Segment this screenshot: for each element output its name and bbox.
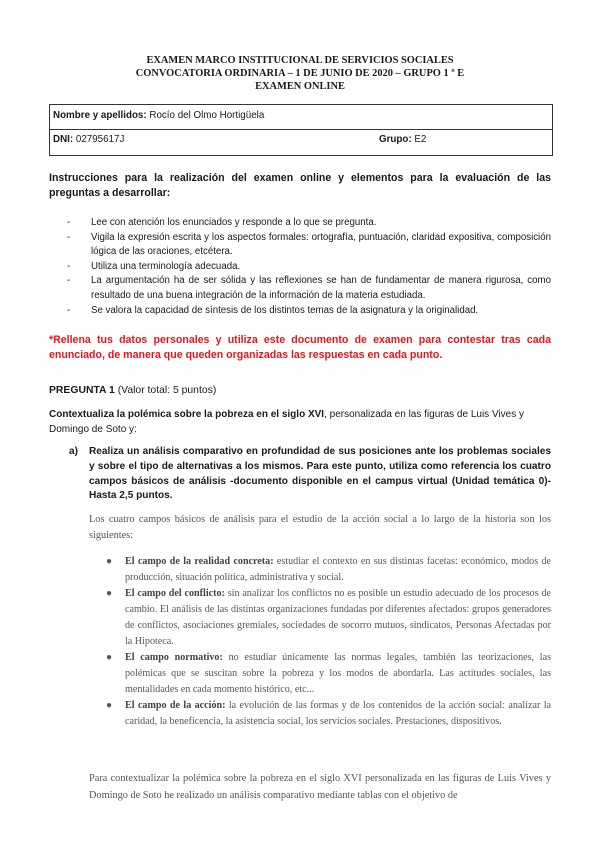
student-name (53, 110, 264, 121)
instruction-text: Vigila la expresión escrita y los aspectos formales: ortografía, puntuación, claridad expositiva, composición lógica de las oraciones, etcétera. (91, 231, 551, 258)
field-text: no estudiar únicamente las normas legales, también las teorizaciones, las polémicas que se suscitan sobre la pobreza y los modos de abordarla. Las actitudes sociales, las mentalidades en cada momento histórico, etc... (125, 652, 551, 695)
student-info-box (49, 104, 553, 156)
context-bold: Contextualiza la polémica sobre la pobreza en el siglo XVI (49, 409, 325, 420)
student-dni (53, 134, 124, 145)
bullet-icon: ● (106, 652, 113, 663)
header-convocatoria: CONVOCATORIA ORDINARIA – 1 DE JUNIO DE 2020 – GRUPO 1 º E (135, 68, 465, 79)
dash-bullet: - (67, 304, 71, 316)
analysis-field-item (106, 698, 551, 730)
instruction-item (67, 216, 551, 231)
question-1-context (49, 407, 551, 437)
field-name: El campo de la realidad concreta: (125, 556, 274, 567)
personal-data-notice: *Rellena tus datos personales y utiliza este documento de examen para contestar tras cada enunciado, de manera que queden organizadas las respuestas en cada punto. (49, 334, 551, 361)
instruction-text: Se valora la capacidad de síntesis de los distintos temas de la asignatura y la originalidad. (91, 304, 479, 316)
instruction-item (67, 304, 551, 319)
question-1-heading (49, 385, 216, 396)
field-name: El campo normativo: (125, 652, 223, 663)
dash-bullet: - (67, 260, 71, 272)
bullet-icon: ● (106, 700, 113, 711)
student-group-label: Grupo: (379, 134, 412, 145)
instruction-item (67, 260, 551, 275)
dash-bullet: - (67, 231, 71, 243)
dash-bullet: - (67, 217, 71, 228)
analysis-field-item (106, 650, 551, 698)
header-title: EXAMEN MARCO INSTITUCIONAL DE SERVICIOS SOCIALES (146, 55, 454, 66)
instructions-list (67, 216, 551, 318)
student-group-value: E2 (414, 134, 427, 145)
student-info-divider (50, 129, 552, 130)
exam-header (0, 54, 600, 93)
analysis-field-item (106, 554, 551, 586)
field-text: sin analizar los conflictos no es posible un estudio adecuado de los procesos de cambio. El análisis de las distintas organizaciones fundadas por diferentes afectados: grupos generadores de conflictos, asociaciones gremiales, sociedades de socorro mutuos, sindicatos, Personas Afectadas por la Hipoteca. (125, 588, 551, 647)
bullet-icon: ● (106, 588, 113, 599)
field-text: estudiar el contexto en sus distintas facetas: económico, modos de producción, situación política, administrativa y social. (125, 556, 551, 583)
answer-closing-paragraph: Para contextualizar la polémica sobre la pobreza en el siglo XVI personalizada en las figuras de Luis Vives y Domingo de Soto he realizado un análisis comparativo mediante tablas con el objetivo de (89, 773, 551, 801)
question-1-title: PREGUNTA 1 (49, 385, 115, 396)
student-dni-label: DNI: (53, 134, 74, 145)
field-text: la evolución de las formas y de los contenidos de la acción social: analizar la caridad, la beneficencia, la asistencia social, los servicios sociales. Prestaciones, dispositivos. (125, 700, 551, 727)
student-name-value: Rocío del Olmo Hortigüela (149, 110, 265, 121)
question-1-points: (Valor total: 5 puntos) (117, 385, 217, 396)
instruction-item (67, 274, 551, 303)
answer-intro: Los cuatro campos básicos de análisis para el estudio de la acción social a lo largo de la historia son los siguientes: (89, 514, 551, 541)
item-a-label: a) (69, 446, 78, 457)
dash-bullet: - (67, 275, 71, 287)
instruction-item (67, 231, 551, 260)
instruction-text: Lee con atención los enunciados y responde a lo que se pregunta. (91, 217, 377, 228)
context-rest: , personalizada en las figuras de Luis Vives y Domingo de Soto y: (49, 409, 525, 435)
instruction-text: Utiliza una terminología adecuada. (91, 260, 241, 272)
item-a-text: Realiza un análisis comparativo en profundidad de sus posiciones ante los problemas sociales y sobre el tipo de alternativas a los mismos. Para este punto, utiliza como referencia los cuatro campos básicos de análisis -documento disponible en el campus virtual (Unidad temática 0)- Hasta 2,5 puntos. (89, 446, 551, 502)
student-group (379, 134, 426, 145)
instruction-text: La argumentación ha de ser sólida y las reflexiones se han de fundamentar de manera rigurosa, como resultado de una buena integración de la información de la materia estudiada. (91, 275, 551, 301)
field-name: El campo de la acción: (125, 700, 226, 711)
instructions-title: Instrucciones para la realización del examen online y elementos para la evaluación de las preguntas a desarrollar: (49, 172, 551, 199)
student-dni-value: 02795617J (75, 134, 125, 145)
analysis-fields-list (106, 554, 551, 730)
student-name-label: Nombre y apellidos: (53, 110, 147, 121)
header-subtitle: EXAMEN ONLINE (255, 81, 345, 92)
field-name: El campo del conflicto: (125, 588, 225, 599)
bullet-icon: ● (106, 556, 113, 567)
analysis-field-item (106, 586, 551, 650)
